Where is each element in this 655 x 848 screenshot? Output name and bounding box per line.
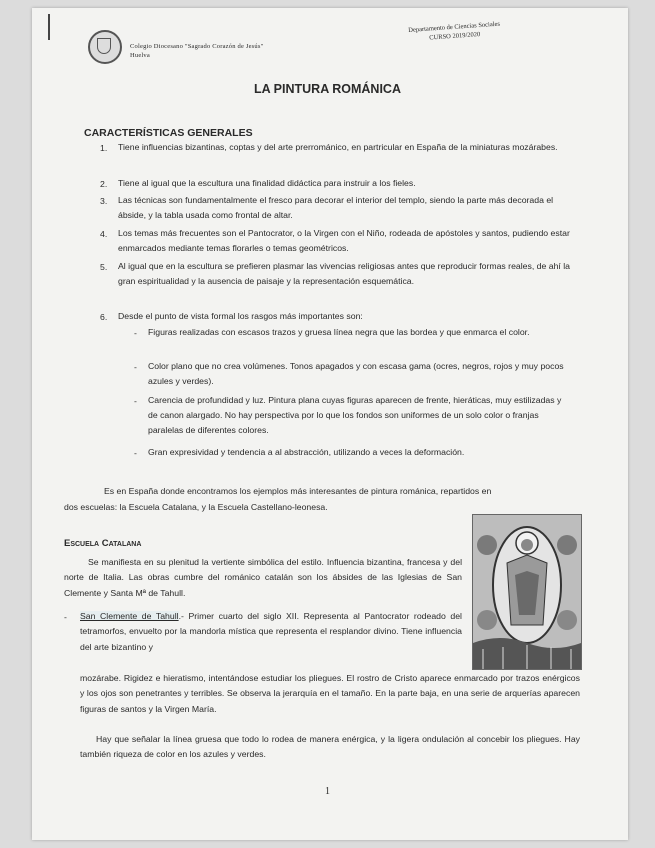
intro-line: dos escuelas: la Escuela Catalana, y la Escuela Castellano-leonesa. xyxy=(64,502,328,512)
sub-list-item: Gran expresividad y tendencia a al abstracción, utilizando a veces la deformación. xyxy=(148,447,465,457)
school-city: Huelva xyxy=(130,52,150,59)
bullet-dash: - xyxy=(134,396,137,406)
list-item: Al igual que en la escultura se prefieren plasmar las vivencias religiosas antes que reproducir formas reales, de ahí la gran espiritualidad y la ausencia de paisaje y la representación esquemática. xyxy=(118,261,570,287)
list-number: 6. xyxy=(100,312,108,322)
catalana-paragraph: Se manifiesta en su plenitud la vertiente simbólica del estilo. Influencia bizantina, francesa y del norte de Italia. Las obras cumbre del románico catalán son los ábsides de las Iglesias de San Clemente y Santa Mª de Tahull. xyxy=(64,557,462,598)
school-name xyxy=(130,42,263,60)
page-number: 1 xyxy=(325,786,330,797)
sub-list-item: Color plano que no crea volúmenes. Tonos apagados y con escasa gama (ocres, negros, rojos y muy pocos azules y verdes). xyxy=(148,361,564,387)
pantocrator-fresco-image xyxy=(472,514,582,670)
section-heading-catalana: Escuela Catalana xyxy=(64,538,142,549)
item-title: San Clemente de Tahull xyxy=(80,611,179,621)
bullet-dash: - xyxy=(134,448,137,458)
school-crest-icon xyxy=(88,30,122,64)
bullet-dash: - xyxy=(134,362,137,372)
school-line: Colegio Diocesano "Sagrado Corazón de Jesús" xyxy=(130,43,264,50)
list-item: Desde el punto de vista formal los rasgos más importantes son: xyxy=(118,311,363,321)
bullet-dash: - xyxy=(64,612,67,622)
list-number: 5. xyxy=(100,262,108,272)
course-year: CURSO 2019/2020 xyxy=(429,30,481,42)
bullet-dash: - xyxy=(134,328,137,338)
department-name: Departamento de Ciencias Sociales xyxy=(408,20,501,34)
list-number: 4. xyxy=(100,229,108,239)
intro-line: Es en España donde encontramos los ejemplos más interesantes de pintura románica, repartidos en xyxy=(104,486,492,496)
sub-list-item: Figuras realizadas con escasos trazos y gruesa línea negra que las bordea y que enmarca el color. xyxy=(148,327,530,337)
catalana-item-continued: mozárabe. Rigidez e hieratismo, intentándose estudiar los pliegues. El rostro de Cristo aparece enmarcado por trazos enérgicos y los ojos son penetrantes y terribles. Se observa la jerarquía en el tamaño. En la parte baja, en una serie de arquerías aparecen figuras de santos y la Virgen María. xyxy=(80,673,580,714)
list-number: 1. xyxy=(100,143,108,153)
sub-list-item: Carencia de profundidad y luz. Pintura plana cuyas figuras aparecen de frente, hieráticas, muy estilizadas y de canon alargado. No hay perspectiva por lo que los fondos son uniformes de un solo color o franjas paralelas de diferentes colores. xyxy=(148,395,562,436)
catalana-paragraph: Hay que señalar la línea gruesa que todo lo rodea de manera enérgica, y la ligera ondulación al concebir los pliegues. Hay también riqueza de color en los azules y verdes. xyxy=(80,734,580,760)
page-title: LA PINTURA ROMÁNICA xyxy=(254,82,401,96)
section-heading-general: CARACTERÍSTICAS GENERALES xyxy=(84,127,253,139)
list-number: 2. xyxy=(100,179,108,189)
list-number: 3. xyxy=(100,196,108,206)
margin-mark xyxy=(48,14,50,40)
list-item: Tiene al igual que la escultura una finalidad didáctica para instruir a los fieles. xyxy=(118,178,416,188)
list-item: Los temas más frecuentes son el Pantocrator, o la Virgen con el Niño, rodeada de apóstoles y santos, pudiendo estar enmarcados mediante temas florarles o temas geométricos. xyxy=(118,228,570,254)
catalana-item xyxy=(80,609,462,655)
item-text: .- Primer cuarto del siglo XII. Representa al Pantocrator rodeado del tetramorfos, envuelto por la mandorla mística que representa el resplandor divino. Tiene influencia del arte bizantino y xyxy=(80,611,462,652)
list-item: Tiene influencias bizantinas, coptas y del arte prerrománico, en partricular en España de la miniaturas mozárabes. xyxy=(118,142,558,152)
list-item: Las técnicas son fundamentalmente el fresco para decorar el interior del templo, siendo la parte más decorada el ábside, y la tabla usada como frontal de altar. xyxy=(118,195,554,221)
